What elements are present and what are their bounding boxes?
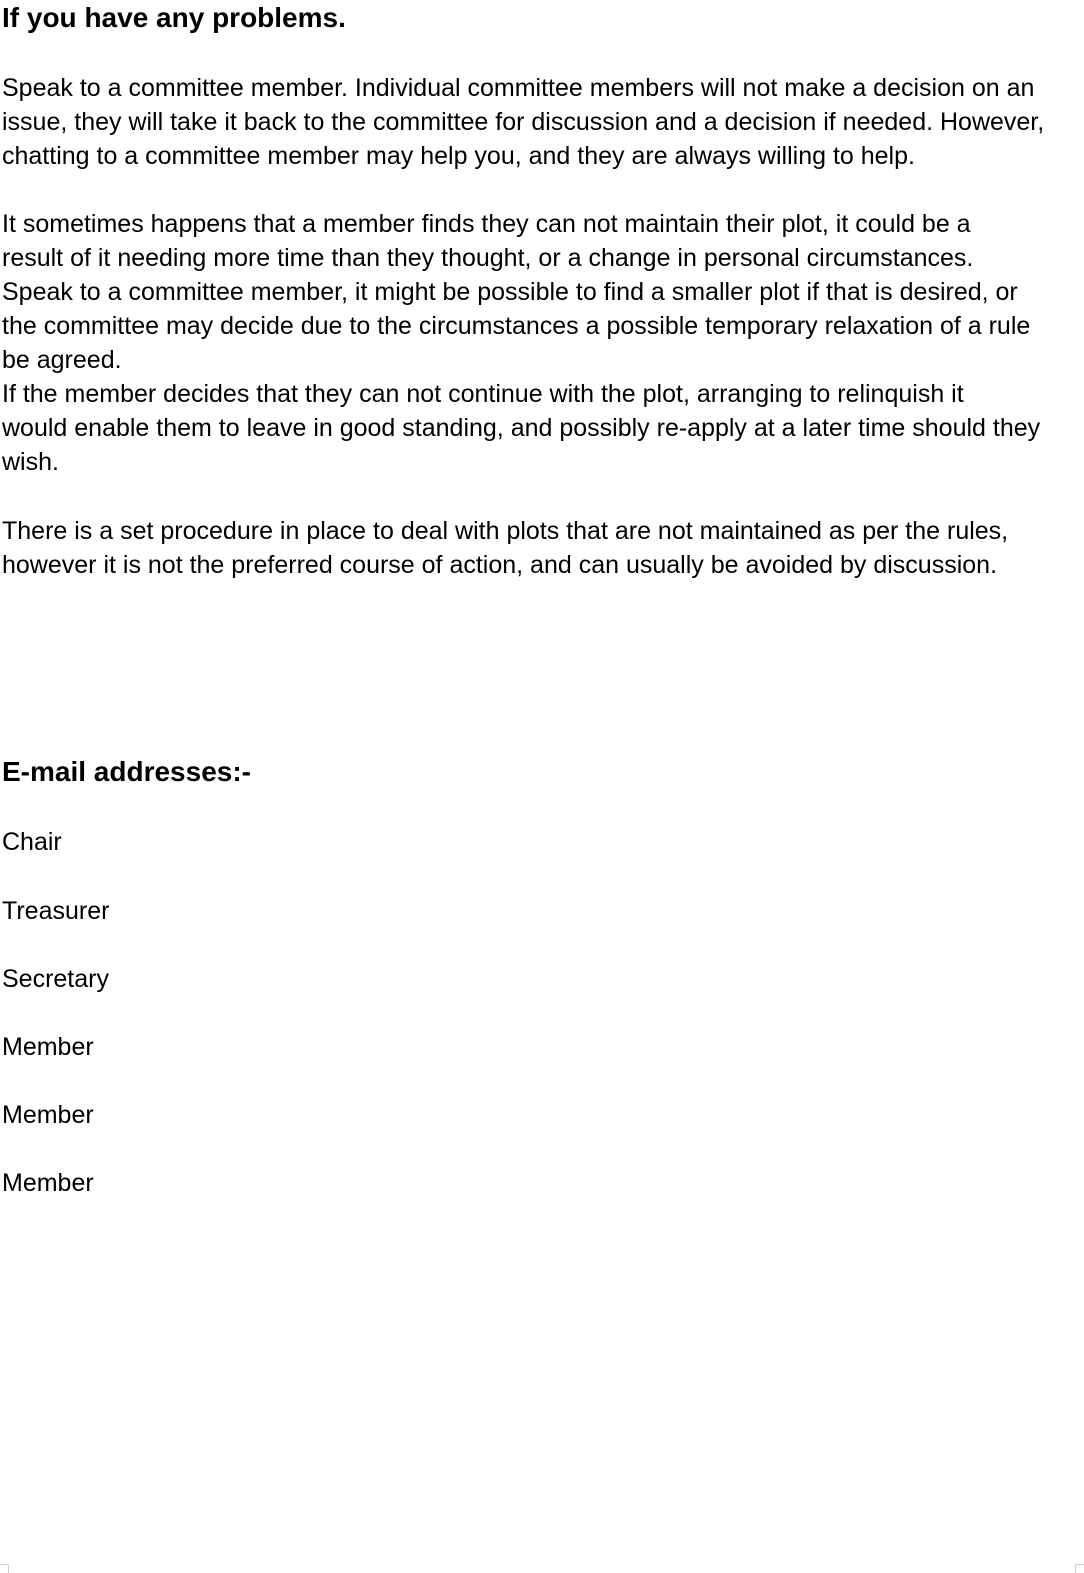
paragraph-line: Speak to a committee member. Individual committee members will not make a decision on an: [2, 74, 1035, 102]
email-addresses-heading: E-mail addresses:-: [2, 756, 251, 787]
role-member: Member: [2, 1169, 94, 1197]
paragraph-line: There is a set procedure in place to deal with plots that are not maintained as per the rules,: [2, 517, 1009, 545]
problems-paragraph-1: [2, 71, 1078, 173]
paragraph-line: issue, they will take it back to the committee for discussion and a decision if needed. However,: [2, 108, 1045, 136]
paragraph-line: If the member decides that they can not continue with the plot, arranging to relinquish it: [2, 380, 964, 408]
paragraph-line: wish.: [2, 448, 59, 476]
role-treasurer: Treasurer: [2, 897, 110, 925]
paragraph-line: however it is not the preferred course of action, and can usually be avoided by discussion.: [2, 551, 998, 579]
paragraph-line: be agreed.: [2, 346, 122, 374]
paragraph-line: Speak to a committee member, it might be possible to find a smaller plot if that is desired, or: [2, 278, 1018, 306]
paragraph-line: the committee may decide due to the circumstances a possible temporary relaxation of a rule: [2, 312, 1031, 340]
problems-paragraph-2: [2, 207, 1078, 479]
page-corner-mark: [0, 1564, 9, 1573]
role-secretary: Secretary: [2, 965, 109, 993]
problems-paragraph-3: [2, 514, 1078, 582]
page-corner-mark: [1075, 1564, 1084, 1573]
problems-heading: If you have any problems.: [2, 2, 346, 33]
role-member: Member: [2, 1101, 94, 1129]
role-chair: Chair: [2, 828, 62, 856]
paragraph-line: It sometimes happens that a member finds they can not maintain their plot, it could be a: [2, 210, 971, 238]
paragraph-line: chatting to a committee member may help you, and they are always willing to help.: [2, 142, 915, 170]
role-member: Member: [2, 1033, 94, 1061]
paragraph-line: result of it needing more time than they thought, or a change in personal circumstances.: [2, 244, 974, 272]
paragraph-line: would enable them to leave in good standing, and possibly re-apply at a later time should they: [2, 414, 1041, 442]
